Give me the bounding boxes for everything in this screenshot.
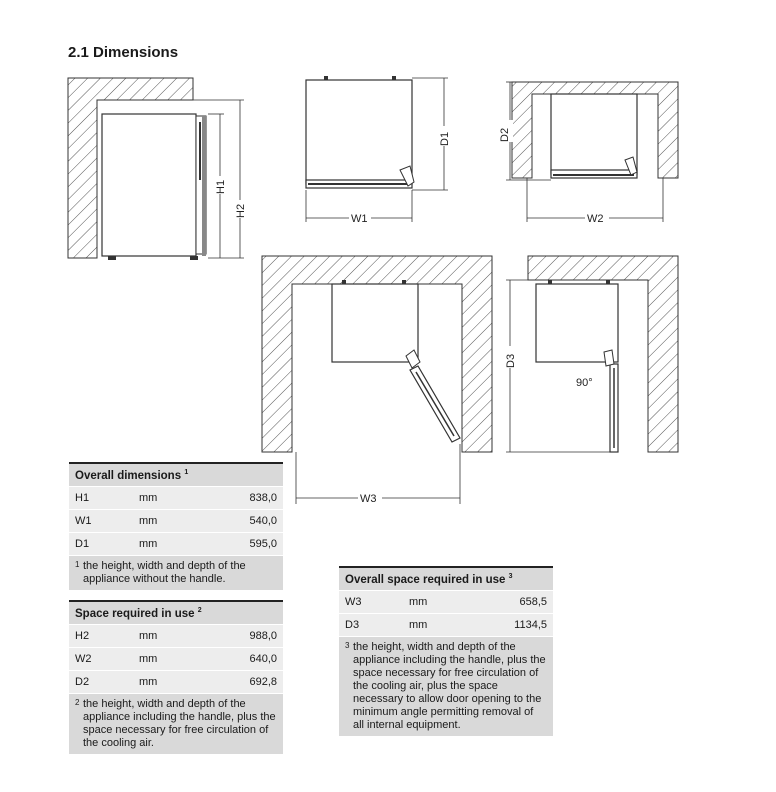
table-row: D1 mm 595,0 — [69, 532, 283, 555]
d3-label: D3 — [505, 353, 517, 368]
door-90-d3-diagram — [503, 256, 678, 452]
top-view-w1-d1-diagram — [306, 76, 451, 225]
overall-dimensions-table — [69, 462, 283, 590]
overall-space-heading: Overall space required in use $^3$ — [339, 566, 553, 590]
door-open-w3-diagram — [262, 256, 492, 505]
table-footnote: 3 the height, width and depth of the appliance including the handle, plus the space necessary for free circulation of the cooling air, plus the space necessary to allow door opening to the minimum angle permitting removal of all internal equipment. — [339, 636, 553, 736]
table-row: W1 mm 540,0 — [69, 509, 283, 532]
table-footnote: 1 the height, width and depth of the appliance without the handle. — [69, 555, 283, 590]
space-required-table — [69, 600, 283, 754]
page-title: 2.1 Dimensions — [68, 44, 179, 61]
w3-label: W3 — [360, 493, 377, 505]
table-row: D3 mm 1134,5 — [339, 613, 553, 636]
table-row: W2 mm 640,0 — [69, 647, 283, 670]
space-required-heading: Space required in use $^2$ — [69, 600, 283, 624]
w1-label: W1 — [351, 213, 368, 225]
overall-dimensions-heading: Overall dimensions $^1$ — [69, 462, 283, 486]
w2-label: W2 — [587, 213, 604, 225]
d1-label: D1 — [439, 131, 451, 146]
table-row: D2 mm 692,8 — [69, 670, 283, 693]
table-footnote: 2 the height, width and depth of the appliance including the handle, plus the space necessary for free circulation of the cooling air. — [69, 693, 283, 754]
angle-label: 90° — [576, 377, 593, 389]
table-row: H1 mm 838,0 — [69, 486, 283, 509]
top-view-w2-d2-diagram — [499, 82, 678, 225]
h2-label: H2 — [235, 203, 247, 218]
overall-space-table — [339, 566, 553, 736]
h1-label: H1 — [215, 179, 227, 194]
table-row: W3 mm 658,5 — [339, 590, 553, 613]
d2-label: D2 — [499, 127, 511, 142]
side-view-diagram — [68, 78, 247, 260]
table-row: H2 mm 988,0 — [69, 624, 283, 647]
